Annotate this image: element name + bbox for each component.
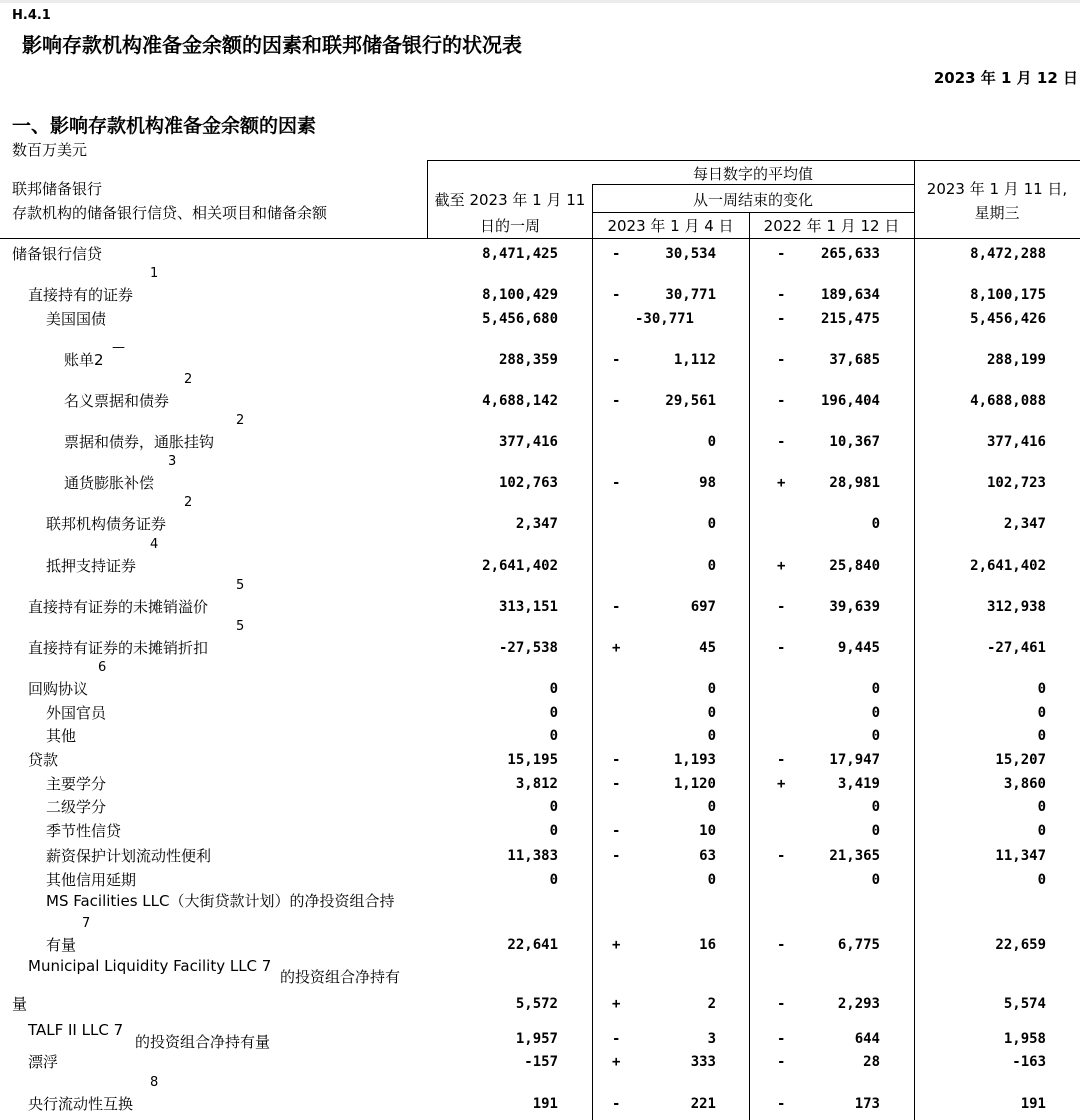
- wednesday-value: 0: [1037, 799, 1046, 815]
- row-label: MS Facilities LLC（大街贷款计划）的净投资组合持: [46, 892, 395, 910]
- change-vs-prior-week: 30,771: [665, 287, 716, 303]
- table-row: [0, 774, 1080, 794]
- footnote-marker: 1: [150, 266, 159, 281]
- change-sign: -: [612, 393, 621, 409]
- week-average-value: -27,538: [498, 640, 558, 656]
- unit-label: 数百万美元: [12, 141, 88, 159]
- week-average-value: 8,471,425: [482, 246, 558, 262]
- week-average-value: 5,572: [515, 996, 558, 1012]
- change-vs-prior-week: 0: [707, 434, 716, 450]
- change-sign: -: [612, 475, 621, 491]
- change-vs-prior-week: 1,120: [673, 776, 716, 792]
- change-sign: +: [612, 937, 621, 953]
- table-row: [0, 846, 1080, 866]
- week-average-value: 2,641,402: [482, 558, 558, 574]
- change-vs-prior-week: 1,112: [673, 352, 716, 368]
- rule: [428, 160, 1080, 161]
- header-week-ending-line2: 日的一周: [479, 217, 540, 235]
- section-title: 一、影响存款机构准备金余额的因素: [12, 115, 317, 137]
- footnote-marker: 2: [184, 495, 193, 510]
- row-label: 名义票据和债券: [64, 392, 170, 410]
- change-sign: -: [612, 752, 621, 768]
- change-sign: +: [612, 996, 621, 1012]
- row-label: 直接持有证券的未摊销溢价: [28, 598, 209, 616]
- week-average-value: 0: [549, 705, 558, 721]
- table-row: [0, 703, 1080, 723]
- table-row: [0, 892, 1080, 955]
- change-sign: -: [777, 1054, 786, 1070]
- table-row: [0, 821, 1080, 841]
- week-average-value: 0: [549, 728, 558, 744]
- change-vs-prior-week: 0: [707, 516, 716, 532]
- row-label: 回购协议: [28, 680, 89, 698]
- wednesday-value: 8,100,175: [970, 287, 1046, 303]
- change-vs-prior-year: 28,981: [829, 475, 880, 491]
- change-vs-prior-week: 0: [707, 799, 716, 815]
- change-vs-prior-week: 0: [707, 681, 716, 697]
- change-vs-prior-year: 0: [871, 823, 880, 839]
- wednesday-value: 2,641,402: [970, 558, 1046, 574]
- week-average-value: 8,100,429: [482, 287, 558, 303]
- week-average-value: 0: [549, 799, 558, 815]
- change-sign: +: [777, 776, 786, 792]
- footnote-marker: 2: [236, 413, 245, 428]
- footnote-marker: 7: [82, 916, 91, 931]
- row-label: 账单2: [64, 351, 104, 369]
- top-edge: [0, 0, 1080, 3]
- row-label: 通货膨胀补偿: [64, 474, 155, 492]
- change-sign: -: [777, 352, 786, 368]
- row-label: 美国国债: [46, 310, 107, 328]
- table-row: [0, 340, 1080, 370]
- week-average-value: 0: [549, 872, 558, 888]
- change-vs-prior-week: 29,561: [665, 393, 716, 409]
- row-label: 其他: [46, 727, 77, 745]
- header-label-line2: 存款机构的储备银行信贷、相关项目和储备余额: [12, 204, 328, 222]
- change-sign: -: [777, 393, 786, 409]
- change-vs-prior-year: 21,365: [829, 848, 880, 864]
- change-vs-prior-year: 0: [871, 872, 880, 888]
- table-row: [0, 726, 1080, 746]
- header-wednesday-line1: 2023 年 1 月 11 日,: [926, 180, 1068, 198]
- change-sign: -: [612, 352, 621, 368]
- week-average-value: 1,957: [515, 1031, 558, 1047]
- change-vs-prior-week: 221: [690, 1096, 716, 1112]
- row-label: 联邦机构债务证券: [46, 515, 167, 533]
- table-row: [0, 309, 1080, 329]
- row-label: Municipal Liquidity Facility LLC 7: [28, 957, 272, 975]
- table-row: [0, 495, 1080, 534]
- change-vs-prior-year: 644: [854, 1031, 880, 1047]
- week-average-value: 288,359: [498, 352, 558, 368]
- header-wednesday-line2: 星期三: [974, 204, 1020, 222]
- change-sign: -: [612, 848, 621, 864]
- table-row: [0, 537, 1080, 576]
- wednesday-value: -163: [1012, 1054, 1046, 1070]
- change-vs-prior-year: 0: [871, 705, 880, 721]
- change-sign: -: [612, 776, 621, 792]
- week-average-value: -157: [524, 1054, 558, 1070]
- wednesday-value: 1,958: [1003, 1031, 1046, 1047]
- change-sign: -: [612, 599, 621, 615]
- wednesday-value: 15,207: [995, 752, 1046, 768]
- week-average-value: 3,812: [515, 776, 558, 792]
- table-row: [0, 1075, 1080, 1114]
- wednesday-value: 377,416: [986, 434, 1046, 450]
- row-label: 其他信用延期: [46, 871, 137, 889]
- header-change-col2: 2022 年 1 月 12 日: [763, 217, 900, 235]
- week-average-value: 0: [549, 681, 558, 697]
- table-row: [0, 266, 1080, 305]
- change-sign: +: [777, 475, 786, 491]
- change-vs-prior-year: 9,445: [837, 640, 880, 656]
- change-sign: -: [612, 1031, 621, 1047]
- table-row: [0, 413, 1080, 452]
- row-label: 央行流动性互换: [28, 1095, 134, 1113]
- table-row: [0, 372, 1080, 411]
- week-average-value: 5,456,680: [482, 311, 558, 327]
- change-sign: +: [612, 640, 621, 656]
- wednesday-value: 5,574: [1003, 996, 1046, 1012]
- week-average-value: 11,383: [507, 848, 558, 864]
- change-vs-prior-year: 0: [871, 799, 880, 815]
- change-vs-prior-week: 63: [699, 848, 716, 864]
- change-vs-prior-week: 98: [699, 475, 716, 491]
- row-label: 直接持有证券的未摊销折扣: [28, 639, 209, 657]
- change-vs-prior-week: 0: [707, 872, 716, 888]
- header-avg-group: 每日数字的平均值: [692, 165, 813, 183]
- wednesday-value: 5,456,426: [970, 311, 1046, 327]
- footnote-marker: 2: [184, 372, 193, 387]
- row-label-continued: 有量: [46, 936, 77, 954]
- week-average-value: 191: [532, 1096, 558, 1112]
- change-vs-prior-year: 10,367: [829, 434, 880, 450]
- change-vs-prior-year: 28: [863, 1054, 880, 1070]
- footnote-marker: 6: [98, 660, 107, 675]
- change-sign: -: [612, 287, 621, 303]
- wednesday-value: 11,347: [995, 848, 1046, 864]
- header-change-col1: 2023 年 1 月 4 日: [607, 217, 734, 235]
- rule: [592, 212, 914, 213]
- change-vs-prior-year: 37,685: [829, 352, 880, 368]
- row-label-continued: 量: [12, 995, 28, 1013]
- change-sign: -: [777, 640, 786, 656]
- header-week-ending-line1: 截至 2023 年 1 月 11: [434, 191, 586, 209]
- week-average-value: 22,641: [507, 937, 558, 953]
- week-average-value: 377,416: [498, 434, 558, 450]
- change-vs-prior-week: 697: [690, 599, 716, 615]
- change-vs-prior-week: 2: [707, 996, 716, 1012]
- rule: [592, 184, 914, 185]
- change-vs-prior-year: 0: [871, 681, 880, 697]
- wednesday-value: 3,860: [1003, 776, 1046, 792]
- week-average-value: 0: [549, 823, 558, 839]
- change-vs-prior-year: 173: [854, 1096, 880, 1112]
- change-sign: +: [612, 1054, 621, 1070]
- table-row: [0, 797, 1080, 817]
- change-vs-prior-year: 0: [871, 516, 880, 532]
- change-sign: -: [777, 434, 786, 450]
- change-vs-prior-year: 189,634: [820, 287, 880, 303]
- header-change-group: 从一周结束的变化: [692, 191, 813, 209]
- row-label: 外国官员: [46, 704, 107, 722]
- change-sign: -: [777, 752, 786, 768]
- change-vs-prior-week: 30,534: [665, 246, 716, 262]
- change-sign: -: [777, 287, 786, 303]
- table-row: [0, 750, 1080, 770]
- change-sign: +: [777, 558, 786, 574]
- change-vs-prior-week: 333: [690, 1054, 716, 1070]
- rule: [749, 212, 750, 1120]
- row-label: 二级学分: [46, 798, 107, 816]
- change-vs-prior-year: 196,404: [820, 393, 880, 409]
- change-sign: -: [777, 246, 786, 262]
- change-sign: -: [777, 848, 786, 864]
- change-vs-prior-year: 39,639: [829, 599, 880, 615]
- change-vs-prior-year: 215,475: [820, 311, 880, 327]
- release-date: 2023 年 1 月 12 日: [933, 69, 1078, 87]
- header-label-line1: 联邦储备银行: [12, 180, 103, 198]
- row-label: 主要学分: [46, 775, 107, 793]
- change-vs-prior-week: 16: [699, 937, 716, 953]
- wednesday-value: 22,659: [995, 937, 1046, 953]
- row-label-part: 的投资组合净持有量: [135, 1033, 271, 1051]
- change-vs-prior-week: 45: [699, 640, 716, 656]
- wednesday-value: 312,938: [986, 599, 1046, 615]
- week-average-value: 4,688,142: [482, 393, 558, 409]
- change-sign: -: [777, 996, 786, 1012]
- wednesday-value: 8,472,288: [970, 246, 1046, 262]
- change-vs-prior-year: 0: [871, 728, 880, 744]
- row-label: 漂浮: [28, 1053, 59, 1071]
- wednesday-value: 4,688,088: [970, 393, 1046, 409]
- change-vs-prior-week: -30,771: [634, 311, 694, 327]
- row-label: 储备银行信贷: [12, 245, 103, 263]
- row-label: TALF II LLC 7: [28, 1021, 124, 1039]
- change-sign: -: [777, 311, 786, 327]
- wednesday-value: 191: [1020, 1096, 1046, 1112]
- week-average-value: 15,195: [507, 752, 558, 768]
- change-vs-prior-year: 25,840: [829, 558, 880, 574]
- wednesday-value: 2,347: [1003, 516, 1046, 532]
- change-sign: -: [612, 823, 621, 839]
- rule: [0, 238, 1080, 239]
- change-vs-prior-week: 0: [707, 728, 716, 744]
- page-title: 影响存款机构准备金余额的因素和联邦储备银行的状况表: [22, 33, 522, 57]
- wednesday-value: 0: [1037, 872, 1046, 888]
- wednesday-value: 0: [1037, 681, 1046, 697]
- footnote-marker: 5: [236, 578, 245, 593]
- release-code: H.4.1: [12, 8, 51, 23]
- wednesday-value: 288,199: [986, 352, 1046, 368]
- table-row: [0, 619, 1080, 658]
- table-row: [0, 1052, 1080, 1072]
- row-label: 直接持有的证券: [28, 286, 134, 304]
- change-sign: -: [777, 599, 786, 615]
- table-row: [0, 870, 1080, 890]
- table-row: [0, 957, 1080, 1014]
- footnote-marker: 8: [150, 1075, 159, 1090]
- table-row: [0, 1021, 1080, 1051]
- wednesday-value: 0: [1037, 823, 1046, 839]
- row-label: 贷款: [28, 751, 59, 769]
- table-row: [0, 578, 1080, 617]
- footnote-marker: 4: [150, 537, 159, 552]
- change-sign: -: [777, 937, 786, 953]
- week-average-value: 2,347: [515, 516, 558, 532]
- week-average-value: 102,763: [498, 475, 558, 491]
- wednesday-value: -27,461: [986, 640, 1046, 656]
- row-label: 季节性信贷: [46, 822, 122, 840]
- change-sign: -: [777, 1031, 786, 1047]
- change-vs-prior-year: 6,775: [837, 937, 880, 953]
- row-label: 票据和债券，通胀挂钩: [64, 433, 215, 451]
- table-row: [0, 454, 1080, 493]
- change-vs-prior-week: 1,193: [673, 752, 716, 768]
- wednesday-value: 102,723: [986, 475, 1046, 491]
- change-sign: -: [777, 1096, 786, 1112]
- week-average-value: 313,151: [498, 599, 558, 615]
- change-sign: -: [612, 246, 621, 262]
- footnote-marker: 5: [236, 619, 245, 634]
- change-vs-prior-week: 3: [707, 1031, 716, 1047]
- row-label-part: 的投资组合净持有: [280, 968, 401, 986]
- change-vs-prior-year: 265,633: [820, 246, 880, 262]
- row-label: 抵押支持证券: [46, 557, 137, 575]
- wednesday-value: 0: [1037, 705, 1046, 721]
- change-sign: -: [612, 1096, 621, 1112]
- change-vs-prior-year: 3,419: [837, 776, 880, 792]
- change-vs-prior-year: 17,947: [829, 752, 880, 768]
- footnote-marker: 3: [168, 454, 177, 469]
- change-vs-prior-week: 10: [699, 823, 716, 839]
- table-row: [0, 660, 1080, 699]
- footnote-marker: —: [112, 340, 125, 355]
- change-vs-prior-year: 2,293: [837, 996, 880, 1012]
- row-label: 薪资保护计划流动性便利: [46, 847, 212, 865]
- table-row: [0, 244, 1080, 264]
- change-vs-prior-week: 0: [707, 705, 716, 721]
- wednesday-value: 0: [1037, 728, 1046, 744]
- change-vs-prior-week: 0: [707, 558, 716, 574]
